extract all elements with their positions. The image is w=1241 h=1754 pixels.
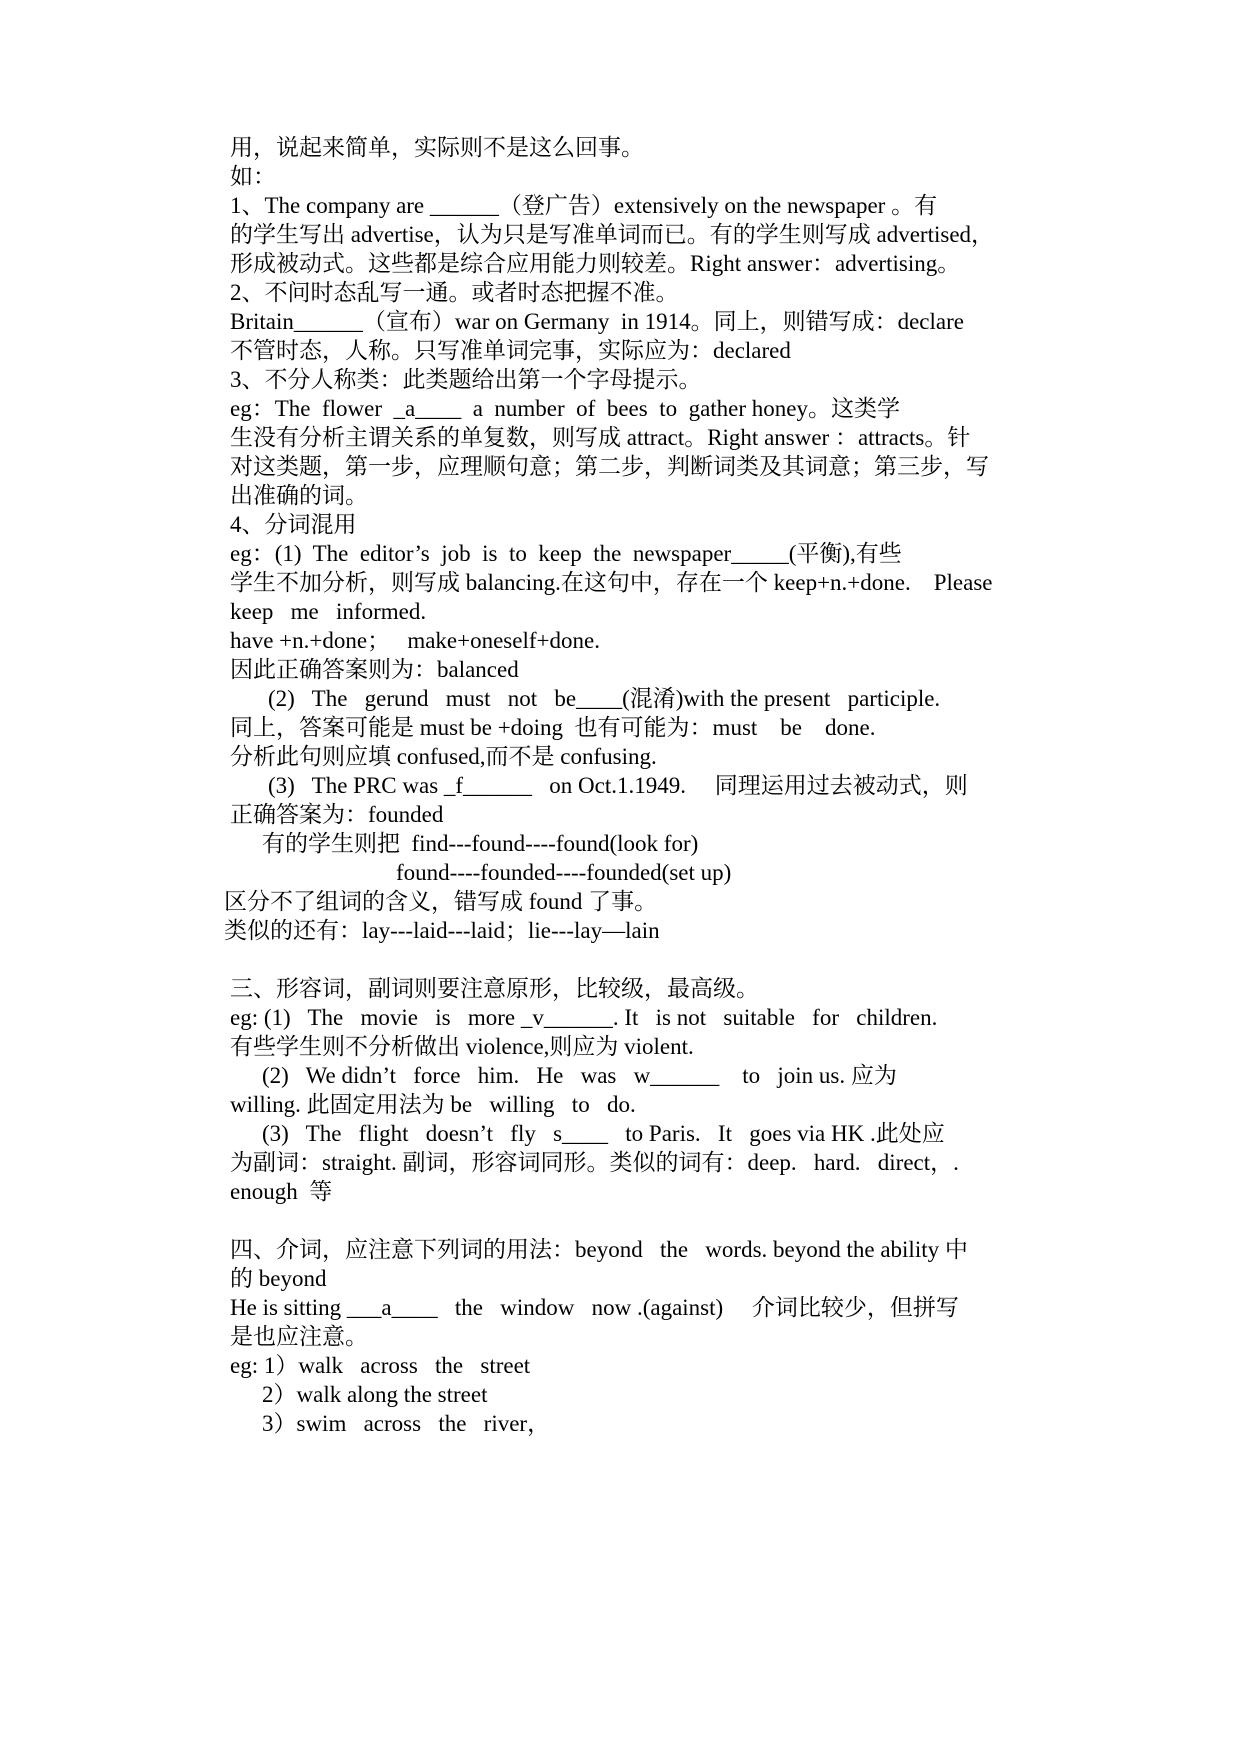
text-line: eg：(1) The editor’s job is to keep the newspaper_____(平衡),有些 (230, 541, 902, 566)
text-line: 类似的还有：lay---laid---laid；lie---lay—lain (224, 918, 660, 943)
section-heading: 四、介词，应注意下列词的用法：beyond the words. beyond the ability 中 (230, 1237, 968, 1262)
text-line: 有些学生则不分析做出 violence,则应为 violent. (230, 1034, 694, 1059)
text-line: 4、分词混用 (230, 512, 357, 537)
text-line: 区分不了组词的含义，错写成 found 了事。 (224, 889, 658, 914)
text-line: found----founded----founded(set up) (396, 860, 732, 885)
text-line: 的 beyond (230, 1266, 327, 1291)
text-line: eg：The flower _a____ a number of bees to gather honey。这类学 (230, 396, 901, 421)
text-line: 2、不问时态乱写一通。或者时态把握不准。 (230, 280, 679, 305)
text-line: 分析此句则应填 confused,而不是 confusing. (230, 744, 657, 769)
text-line: have +n.+done； make+oneself+done. (230, 628, 600, 653)
text-line: 正确答案为：founded (230, 802, 444, 827)
text-line: 是也应注意。 (230, 1324, 368, 1349)
text-line: 有的学生则把 find---found----found(look for) (262, 831, 699, 856)
text-line: 形成被动式。这些都是综合应用能力则较差。Right answer：advertising。 (230, 251, 961, 276)
text-line: 学生不加分析，则写成 balancing.在这句中，存在一个 keep+n.+done. Please (230, 570, 993, 595)
section-heading: 三、形容词，副词则要注意原形，比较级，最高级。 (230, 976, 759, 1001)
text-line: 1、The company are ______（登广告）extensively on the newspaper 。有 (230, 193, 938, 218)
text-line: 3）swim across the river， (262, 1411, 551, 1436)
text-line: eg: (1) The movie is more _v______. It is not suitable for children. (230, 1005, 938, 1030)
text-line: (3) The flight doesn’t fly s____ to Paris. It goes via HK .此处应 (262, 1121, 945, 1146)
text-line: 2）walk along the street (262, 1382, 488, 1407)
text-line: 出准确的词。 (230, 483, 368, 508)
text-line: 生没有分析主谓关系的单复数，则写成 attract。Right answer ：attracts。针 (230, 425, 971, 450)
text-line: 用，说起来简单，实际则不是这么回事。 (230, 135, 644, 160)
text-line: 为副词：straight. 副词，形容词同形。类似的词有：deep. hard. direct，. (230, 1150, 959, 1175)
text-line: (2) The gerund must not be____(混淆)with the present participle. (268, 686, 941, 711)
text-line: 的学生写出 advertise，认为只是写准单词而已。有的学生则写成 advertised， (230, 222, 995, 247)
text-line: He is sitting ___a____ the window now .(against) 介词比较少，但拼写 (230, 1295, 959, 1320)
text-line: 不管时态，人称。只写准单词完事，实际应为：declared (230, 338, 791, 363)
text-line: (3) The PRC was _f______ on Oct.1.1949. 同理运用过去被动式，则 (268, 773, 968, 798)
text-line: 3、不分人称类：此类题给出第一个字母提示。 (230, 367, 702, 392)
text-line: enough 等 (230, 1179, 333, 1204)
text-line: keep me informed. (230, 599, 427, 624)
text-line: 同上，答案可能是 must be +doing 也有可能为：must be done. (230, 715, 876, 740)
text-line: (2) We didn’t force him. He was w______ to join us. 应为 (262, 1063, 897, 1088)
text-line: 如： (230, 164, 276, 189)
text-line: Britain______（宣布）war on Germany in 1914。同上，则错写成：declare (230, 309, 964, 334)
text-line: willing. 此固定用法为 be willing to do. (230, 1092, 636, 1117)
text-line: 对这类题，第一步，应理顺句意；第二步，判断词类及其词意；第三步，写 (230, 454, 989, 479)
text-line: 因此正确答案则为：balanced (230, 657, 519, 682)
text-line: eg: 1）walk across the street (230, 1353, 531, 1378)
